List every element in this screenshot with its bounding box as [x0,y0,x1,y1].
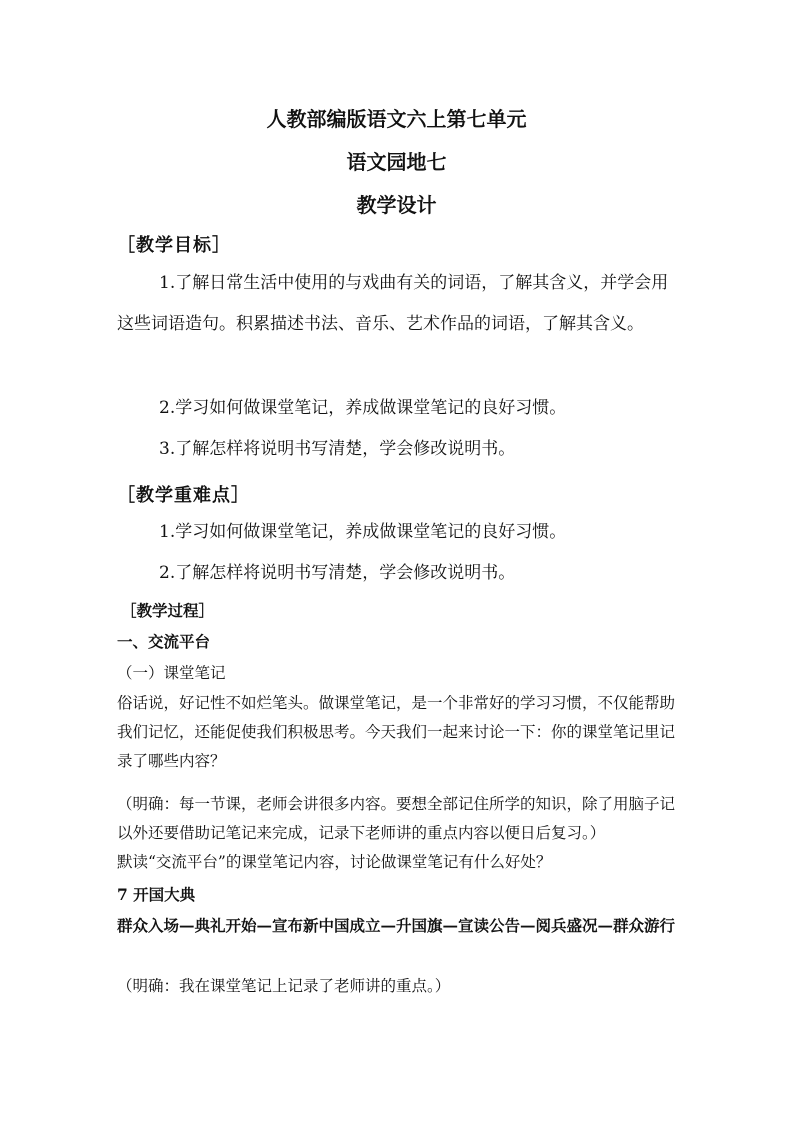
silent-reading-paragraph: 默读“交流平台”的课堂笔记内容，讨论做课堂笔记有什么好处？ [117,853,552,871]
clarification-paragraph: （明确：每一节课，老师会讲很多内容。要想全部记住所学的知识，除了用脑子记以外还要借助记笔记来完成，记录下老师讲的重点内容以便日后复习。） [117,795,676,842]
document-subtitle: 语文园地七 [346,150,447,174]
note-lesson-title: 7 开国大典 [117,885,196,904]
key-points-heading: ［教学重难点］ [117,485,250,506]
document-title: 人教部编版语文六上第七单元 [266,107,527,131]
objective-item-3: 3.了解怎样将说明书写清楚，学会修改说明书。 [159,439,516,459]
key-point-item-1: 1.学习如何做课堂笔记，养成做课堂笔记的良好习惯。 [159,522,567,542]
document-type-title: 教学设计 [356,193,437,217]
key-point-item-2: 2.了解怎样将说明书写清楚，学会修改说明书。 [159,563,516,583]
intro-paragraph: 俗话说，好记性不如烂笔头。做课堂笔记，是一个非常好的学习习惯，不仅能帮助我们记忆，还能促使我们积极思考。今天我们一起来讨论一下：你的课堂笔记里记录了哪些内容？ [117,694,676,770]
clarification-paragraph-2: （明确：我在课堂笔记上记录了老师讲的重点。） [117,977,451,995]
objectives-heading: ［教学目标］ [117,235,231,256]
objective-item-1: 1.了解日常生活中使用的与戏曲有关的词语，了解其含义，并学会用这些词语造句。积累描述书法、音乐、艺术作品的词语，了解其含义。 [117,273,669,334]
subsection-heading-class-notes: （一）课堂笔记 [117,664,226,682]
objective-item-2: 2.学习如何做课堂笔记，养成做课堂笔记的良好习惯。 [159,398,567,418]
note-event-flow: 群众入场—典礼开始—宣布新中国成立—升国旗—宣读公告—阅兵盛况—群众游行 [117,916,676,935]
section-heading-exchange-platform: 一、交流平台 [117,632,211,651]
process-heading: ［教学过程］ [121,601,215,620]
